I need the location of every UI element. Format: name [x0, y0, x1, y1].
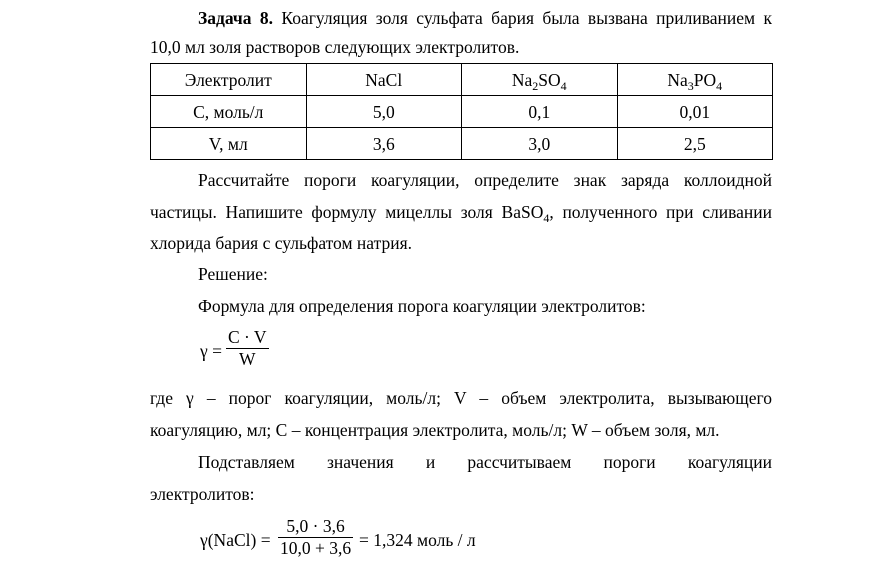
task-intro-1: Коагуляция золя сульфата бария была вызвана приливанием к	[281, 8, 772, 28]
table-cell: 3,0	[462, 128, 618, 160]
task-title: Задача 8.	[198, 8, 274, 28]
calc-denominator: 10,0 + 3,6	[280, 538, 352, 558]
table-cell: 5,0	[306, 96, 462, 128]
calc-rhs: = 1,324 моль / л	[359, 530, 476, 550]
table-header-cell	[617, 64, 773, 96]
question-line-2	[150, 202, 772, 225]
where-line-1: где γ – порог коагуляции, моль/л; V – объем электролита, вызывающего	[150, 388, 772, 408]
table-row-label: С, моль/л	[151, 96, 307, 128]
table-header-cell	[462, 64, 618, 96]
table-row-label: V, мл	[151, 128, 307, 160]
question-text: , полученного при сливании	[549, 202, 772, 222]
table-cell: 0,1	[462, 96, 618, 128]
formula-subscript: 2	[532, 78, 539, 93]
formula-lhs: γ =	[200, 341, 222, 361]
table-cell: 3,6	[306, 128, 462, 160]
formula-intro: Формула для определения порога коагуляции электролитов:	[198, 296, 646, 316]
calc-fraction	[278, 516, 353, 559]
table-header-row	[151, 64, 773, 96]
table-header-cell: Электролит	[151, 64, 307, 96]
calc-lhs: γ(NaCl) =	[200, 530, 271, 550]
question-line-3: хлорида бария с сульфатом натрия.	[150, 233, 412, 253]
formula-part: Na	[511, 69, 533, 90]
question-line-1: Рассчитайте пороги коагуляции, определите знак заряда коллоидной	[198, 170, 772, 190]
subst-line-1: Подставляем значения и рассчитываем пороги коагуляции	[198, 452, 772, 472]
electrolyte-table	[150, 63, 773, 160]
formula-fraction	[226, 327, 269, 370]
table-row	[151, 96, 773, 128]
table-row	[151, 128, 773, 160]
solution-label: Решение:	[198, 264, 268, 284]
formula-numerator: C · V	[228, 327, 267, 347]
formula-part: PO	[693, 69, 717, 90]
formula-part: Na	[667, 69, 688, 90]
task-line-1	[150, 8, 772, 28]
where-line-2: коагуляцию, мл; С – концентрация электролита, моль/л; W – объем золя, мл.	[150, 420, 720, 440]
formula-subscript: 4	[716, 78, 723, 93]
table-cell: 0,01	[617, 96, 773, 128]
formula-part: SO	[538, 69, 561, 90]
formula-subscript: 3	[687, 78, 694, 93]
subst-line-2: электролитов:	[150, 484, 255, 504]
task-intro-2: 10,0 мл золя растворов следующих электролитов.	[150, 37, 520, 57]
formula-subscript: 4	[543, 211, 550, 225]
formula-denominator: W	[239, 349, 256, 369]
question-text: частицы. Напишите формулу мицеллы золя BaSO	[150, 202, 544, 222]
calc-numerator: 5,0 · 3,6	[286, 516, 345, 536]
table-header-cell: NaCl	[306, 64, 462, 96]
formula-subscript: 4	[560, 78, 567, 93]
table-cell: 2,5	[617, 128, 773, 160]
